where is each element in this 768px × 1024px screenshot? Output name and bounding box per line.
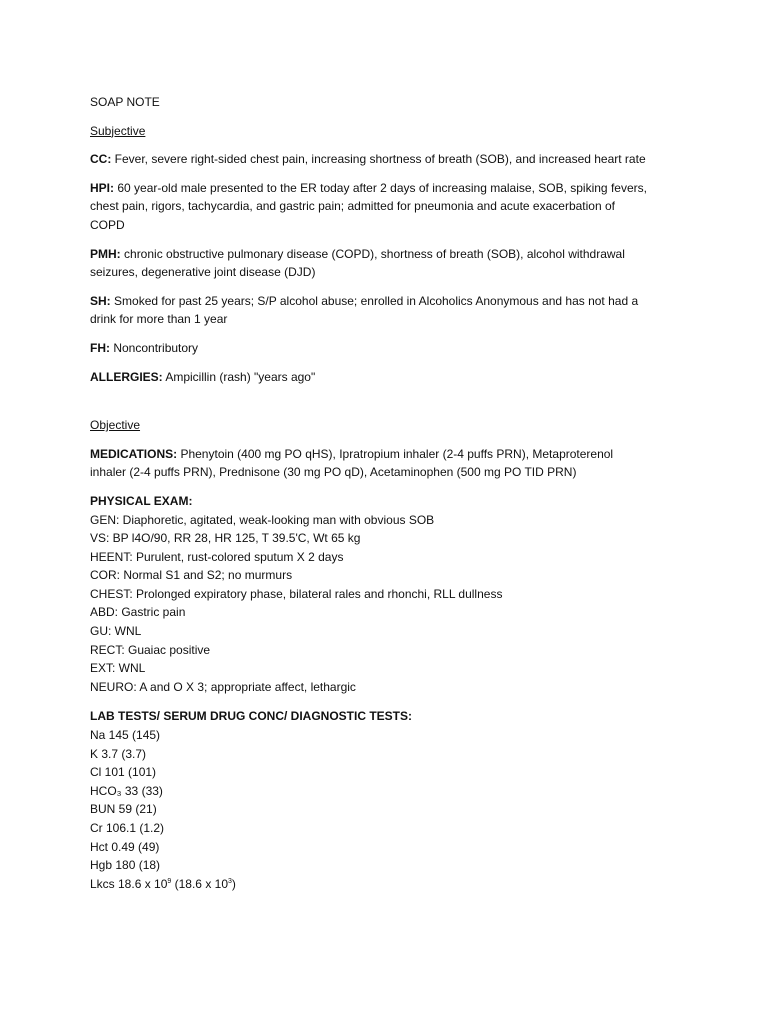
allergies-entry [90, 368, 690, 387]
lab-value: Na 145 (145) [90, 728, 161, 743]
hpi-line-3: COPD [90, 217, 125, 232]
exam-line: EXT: WNL [90, 661, 146, 676]
sh-line-2: drink for more than 1 year [90, 312, 228, 327]
exam-line: GU: WNL [90, 624, 142, 639]
hpi-line-1: 60 year-old male presented to the ER today after 2 days of increasing malaise, SOB, spiking fevers, [117, 180, 647, 195]
medications-label: MEDICATIONS: [90, 446, 178, 461]
lkcs-exponent-2: 3 [228, 877, 232, 885]
exam-line: COR: Normal S1 and S2; no murmurs [90, 568, 293, 583]
sh-entry [90, 292, 690, 329]
fh-label: FH: [90, 340, 110, 355]
exam-line: RECT: Guaiac positive [90, 642, 211, 657]
soap-note-document [90, 93, 690, 893]
lab-value: Hgb 180 (18) [90, 858, 161, 873]
cc-label: CC: [90, 152, 112, 167]
objective-heading: Objective [90, 418, 141, 433]
pmh-line-2: seizures, degenerative joint disease (DJD) [90, 265, 316, 280]
lab-value: BUN 59 (21) [90, 802, 157, 817]
exam-line: ABD: Gastric pain [90, 605, 186, 620]
physical-exam-label: PHYSICAL EXAM: [90, 493, 193, 508]
exam-line: GEN: Diaphoretic, agitated, weak-looking man with obvious SOB [90, 512, 435, 527]
cc-text: Fever, severe right-sided chest pain, increasing shortness of breath (SOB), and increased heart rate [114, 152, 646, 167]
lkcs-prefix: Lkcs 18.6 x 10 [90, 876, 168, 891]
exam-line: CHEST: Prolonged expiratory phase, bilateral rales and rhonchi, RLL dullness [90, 586, 503, 601]
exam-line: NEURO: A and O X 3; appropriate affect, lethargic [90, 679, 356, 694]
fh-entry [90, 339, 690, 358]
hpi-line-2: chest pain, rigors, tachycardia, and gastric pain; admitted for pneumonia and acute exacerbation of [90, 199, 615, 214]
subjective-heading: Subjective [90, 123, 146, 138]
pmh-entry [90, 245, 690, 282]
pmh-line-1: chronic obstructive pulmonary disease (COPD), shortness of breath (SOB), alcohol withdrawal [124, 246, 625, 261]
sh-label: SH: [90, 293, 111, 308]
allergies-label: ALLERGIES: [90, 369, 163, 384]
medications-line-2: inhaler (2-4 puffs PRN), Prednisone (30 mg PO qD), Acetaminophen (500 mg PO TID PRN) [90, 465, 577, 480]
physical-exam-section [90, 492, 690, 697]
pmh-label: PMH: [90, 246, 121, 261]
lab-value: K 3.7 (3.7) [90, 746, 147, 761]
medications-entry [90, 445, 690, 482]
document-title: SOAP NOTE [90, 95, 160, 109]
lkcs-suffix: ) [231, 876, 236, 891]
exam-line: VS: BP l4O/90, RR 28, HR 125, T 39.5'C, Wt 65 kg [90, 531, 361, 546]
fh-text: Noncontributory [113, 340, 199, 355]
allergies-text: Ampicillin (rash) "years ago" [165, 369, 316, 384]
labs-label: LAB TESTS/ SERUM DRUG CONC/ DIAGNOSTIC TESTS: [90, 709, 413, 724]
hpi-label: HPI: [90, 180, 114, 195]
lkcs-exponent-1: 9 [167, 877, 172, 885]
sh-line-1: Smoked for past 25 years; S/P alcohol abuse; enrolled in Alcoholics Anonymous and has not had a [114, 293, 639, 308]
lab-value: Hct 0.49 (49) [90, 839, 160, 854]
lab-value-lkcs [90, 875, 690, 894]
exam-line: HEENT: Purulent, rust-colored sputum X 2 days [90, 549, 344, 564]
lab-value: Cr 106.1 (1.2) [90, 821, 165, 835]
medications-line-1: Phenytoin (400 mg PO qHS), Ipratropium inhaler (2-4 puffs PRN), Metaproterenol [180, 446, 614, 461]
labs-section [90, 707, 690, 893]
cc-entry [90, 150, 690, 169]
lab-value: Cl 101 (101) [90, 765, 157, 780]
lkcs-middle: (18.6 x 10 [171, 876, 228, 891]
lab-value: HCO₃ 33 (33) [90, 783, 163, 798]
hpi-entry [90, 179, 690, 235]
